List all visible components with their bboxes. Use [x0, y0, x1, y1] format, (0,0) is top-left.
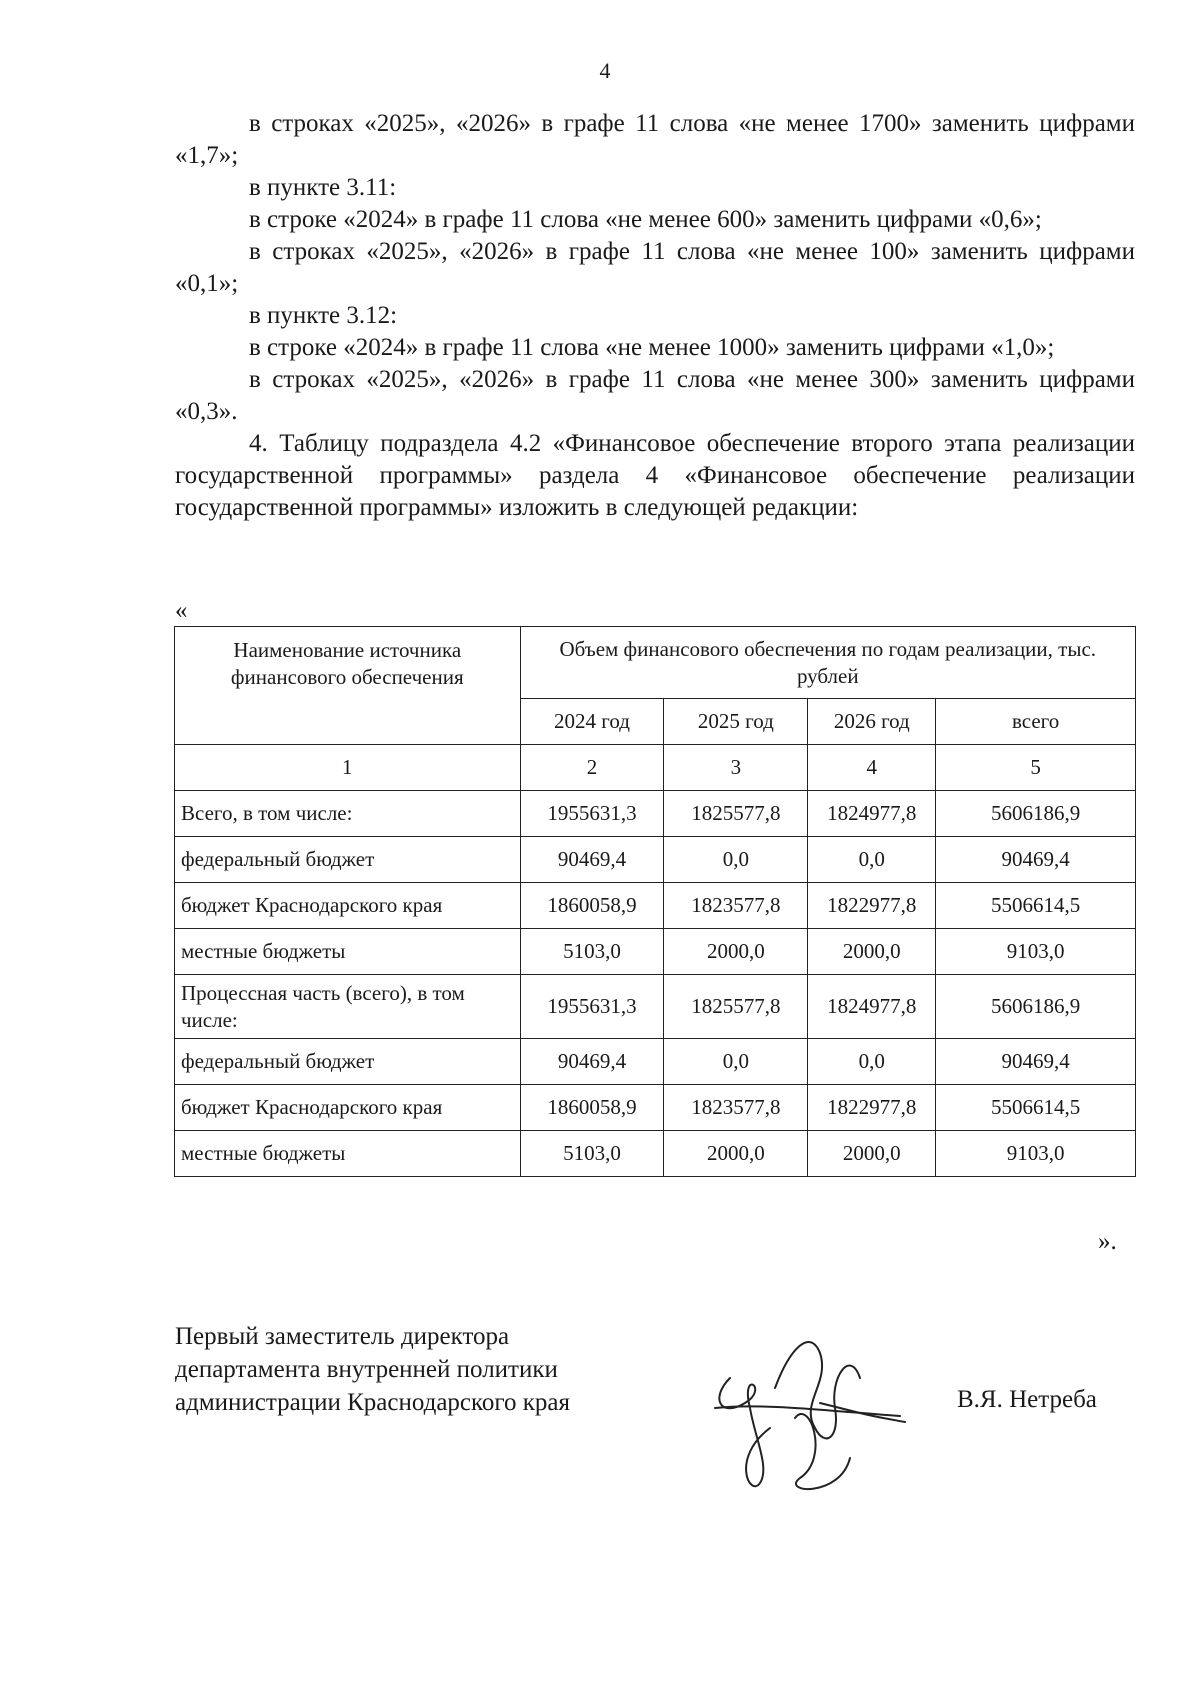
position-line: администрации Краснодарского края: [175, 1389, 571, 1416]
cell-2025: 2000,0: [664, 929, 808, 975]
cell-total: 5506614,5: [936, 1085, 1136, 1131]
signatory-position: [175, 1320, 570, 1419]
cell-2026: 1822977,8: [808, 1085, 936, 1131]
paragraph: в строках «2025», «2026» в графе 11 слова «не менее 100» заменить цифрами «0,1»;: [175, 238, 1135, 297]
cell-2024: 5103,0: [520, 929, 664, 975]
paragraph: в пункте 3.12:: [249, 302, 398, 329]
table-row: [175, 883, 1136, 929]
header-total: всего: [936, 699, 1136, 745]
cell-2026: 0,0: [808, 1039, 936, 1085]
row-name: бюджет Краснодарского края: [175, 1085, 521, 1131]
header-year-2024: 2024 год: [520, 699, 664, 745]
cell-2025: 1825577,8: [664, 791, 808, 837]
cell-total: 90469,4: [936, 837, 1136, 883]
cell-2026: 1822977,8: [808, 883, 936, 929]
table-row: [175, 1039, 1136, 1085]
page-number: 4: [599, 58, 611, 83]
table-row: [175, 837, 1136, 883]
table-row: [175, 1131, 1136, 1177]
paragraph: в строках «2025», «2026» в графе 11 слова «не менее 1700» заменить цифрами «1,7»;: [175, 110, 1135, 169]
cell-total: 5606186,9: [936, 975, 1136, 1039]
paragraph: в строке «2024» в графе 11 слова «не менее 1000» заменить цифрами «1,0»;: [249, 334, 1055, 361]
cell-2025: 0,0: [664, 837, 808, 883]
position-line: департамента внутренней политики: [175, 1356, 558, 1383]
table-header-row: [175, 627, 1136, 699]
table-row: [175, 929, 1136, 975]
cell-2025: 1823577,8: [664, 1085, 808, 1131]
cell-2026: 1824977,8: [808, 791, 936, 837]
cell-2024: 1860058,9: [520, 1085, 664, 1131]
financing-table: [174, 626, 1136, 1177]
row-name: федеральный бюджет: [175, 837, 521, 883]
cell-2026: 1824977,8: [808, 975, 936, 1039]
header-year-2026: 2026 год: [808, 699, 936, 745]
handwritten-signature: [700, 1308, 910, 1508]
position-line: Первый заместитель директора: [175, 1323, 510, 1350]
signer-name: В.Я. Нетреба: [957, 1386, 1097, 1413]
cell-total: 9103,0: [936, 929, 1136, 975]
cell-2024: 1955631,3: [520, 791, 664, 837]
column-number: 4: [808, 745, 936, 791]
cell-2024: 90469,4: [520, 1039, 664, 1085]
header-year-2025: 2025 год: [664, 699, 808, 745]
column-number: 5: [936, 745, 1136, 791]
paragraph: 4. Таблицу подраздела 4.2 «Финансовое обеспечение второго этапа реализации государственной программы» раздела 4 «Финансовое обеспечение реализации государственной программы» изложить в следующей редакции:: [175, 430, 1135, 521]
body-text: [175, 108, 1135, 524]
cell-total: 90469,4: [936, 1039, 1136, 1085]
paragraph: в строках «2025», «2026» в графе 11 слова «не менее 300» заменить цифрами «0,3».: [175, 366, 1135, 425]
table-row: [175, 1085, 1136, 1131]
cell-2025: 1823577,8: [664, 883, 808, 929]
column-numbers-row: [175, 745, 1136, 791]
cell-total: 5506614,5: [936, 883, 1136, 929]
paragraph: в пункте 3.11:: [249, 174, 397, 201]
open-quote: «: [175, 597, 188, 624]
cell-2024: 5103,0: [520, 1131, 664, 1177]
cell-2026: 2000,0: [808, 1131, 936, 1177]
paragraph: в строке «2024» в графе 11 слова «не менее 600» заменить цифрами «0,6»;: [249, 206, 1042, 233]
close-quote: ».: [1098, 1228, 1117, 1255]
column-number: 2: [520, 745, 664, 791]
row-name: Процессная часть (всего), в том числе:: [175, 975, 521, 1039]
row-name: федеральный бюджет: [175, 1039, 521, 1085]
row-name: местные бюджеты: [175, 929, 521, 975]
column-number: 3: [664, 745, 808, 791]
cell-total: 9103,0: [936, 1131, 1136, 1177]
header-source: Наименование источника финансового обеспечения: [175, 627, 521, 745]
cell-2024: 90469,4: [520, 837, 664, 883]
table-row: [175, 975, 1136, 1039]
cell-2025: 2000,0: [664, 1131, 808, 1177]
cell-2024: 1860058,9: [520, 883, 664, 929]
cell-2026: 2000,0: [808, 929, 936, 975]
row-name: Всего, в том числе:: [175, 791, 521, 837]
cell-2025: 1825577,8: [664, 975, 808, 1039]
cell-2026: 0,0: [808, 837, 936, 883]
row-name: бюджет Краснодарского края: [175, 883, 521, 929]
table-row: [175, 791, 1136, 837]
row-name: местные бюджеты: [175, 1131, 521, 1177]
header-volume: Объем финансового обеспечения по годам реализации, тыс. рублей: [520, 627, 1135, 699]
cell-2024: 1955631,3: [520, 975, 664, 1039]
cell-total: 5606186,9: [936, 791, 1136, 837]
cell-2025: 0,0: [664, 1039, 808, 1085]
column-number: 1: [175, 745, 521, 791]
